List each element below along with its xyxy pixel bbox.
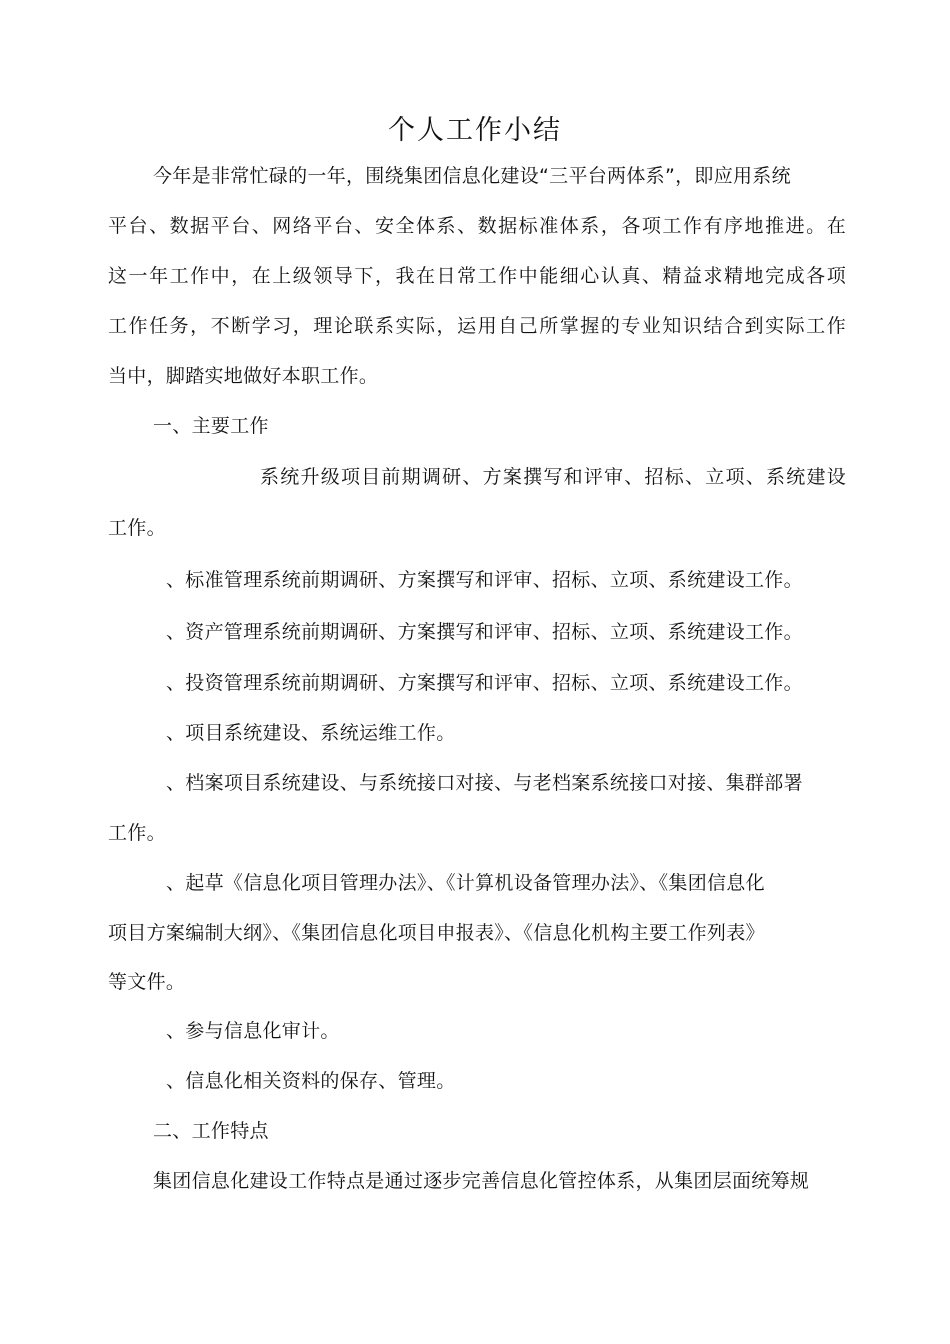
work-item-4: 、投资管理系统前期调研、方案撰写和评审、招标、立项、系统建设工作。 xyxy=(166,672,803,694)
work-item-7-line-2: 项目方案编制大纲》、《集团信息化项目申报表》、《信息化机构主要工作列表》 xyxy=(108,922,765,944)
work-item-1-line-2: 工作。 xyxy=(108,517,166,539)
section-heading-main-work: 一、主要工作 xyxy=(153,415,269,437)
work-item-3: 、资产管理系统前期调研、方案撰写和评审、招标、立项、系统建设工作。 xyxy=(166,621,803,643)
work-item-1-line-1: 系统升级项目前期调研、方案撰写和评审、招标、立项、系统建设 xyxy=(260,466,846,488)
intro-line-1: 今年是非常忙碌的一年，围绕集团信息化建设“三平台两体系”，即应用系统 xyxy=(153,165,791,187)
features-paragraph-line-1: 集团信息化建设工作特点是通过逐步完善信息化管控体系，从集团层面统筹规 xyxy=(153,1170,810,1192)
intro-line-4: 工作任务，不断学习，理论联系实际，运用自己所掌握的专业知识结合到实际工作 xyxy=(108,315,846,337)
document-title: 个人工作小结 xyxy=(388,115,562,146)
section-heading-work-features: 二、工作特点 xyxy=(153,1120,269,1142)
intro-line-2: 平台、数据平台、网络平台、安全体系、数据标准体系，各项工作有序地推进。在 xyxy=(108,215,846,237)
work-item-2: 、标准管理系统前期调研、方案撰写和评审、招标、立项、系统建设工作。 xyxy=(166,569,803,591)
work-item-9: 、信息化相关资料的保存、管理。 xyxy=(166,1070,456,1092)
intro-line-3: 这一年工作中，在上级领导下，我在日常工作中能细心认真、精益求精地完成各项 xyxy=(108,265,846,287)
work-item-6-line-1: 、档案项目系统建设、与系统接口对接、与老档案系统接口对接、集群部署 xyxy=(166,772,803,794)
work-item-7-line-1: 、起草《信息化项目管理办法》、《计算机设备管理办法》、《集团信息化 xyxy=(166,872,765,894)
work-item-7-line-3: 等文件。 xyxy=(108,971,186,993)
intro-line-5: 当中，脚踏实地做好本职工作。 xyxy=(108,365,379,387)
work-item-8: 、参与信息化审计。 xyxy=(166,1020,340,1042)
work-item-5: 、项目系统建设、系统运维工作。 xyxy=(166,722,456,744)
work-item-6-line-2: 工作。 xyxy=(108,822,166,844)
